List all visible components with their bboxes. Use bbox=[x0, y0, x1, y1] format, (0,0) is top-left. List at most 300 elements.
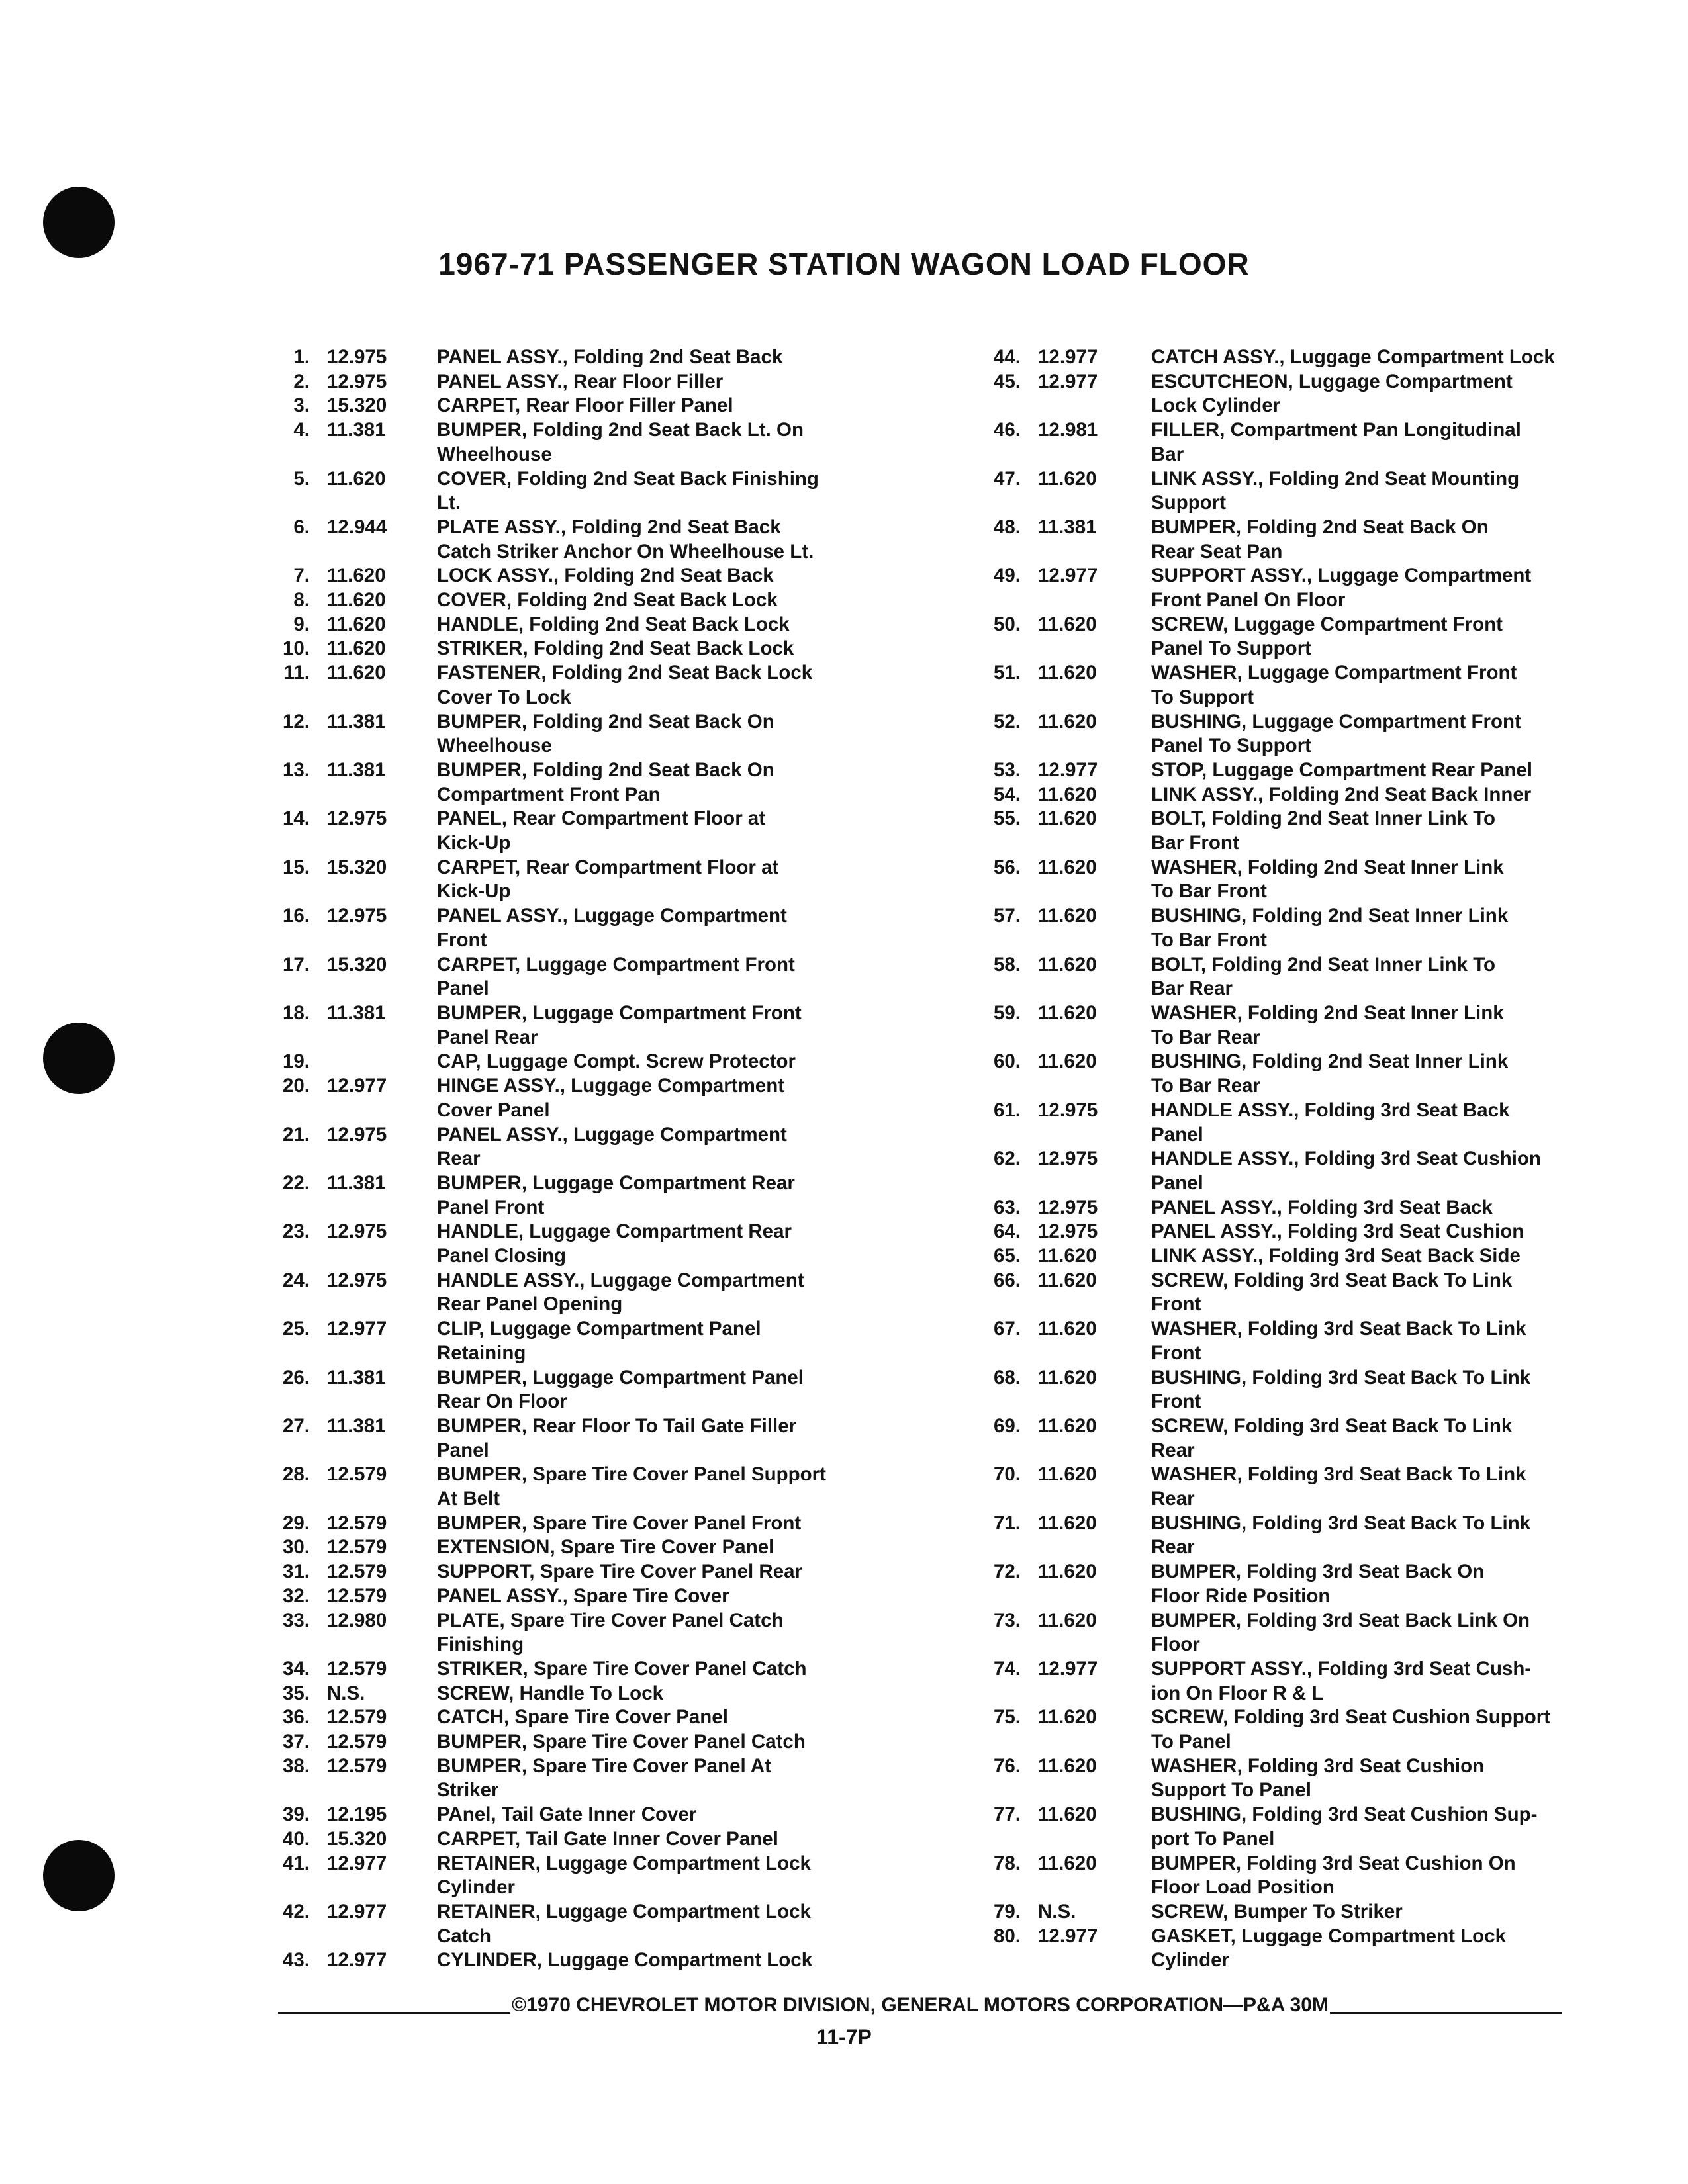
part-description bbox=[437, 613, 847, 637]
group-code: 12.977 bbox=[1038, 565, 1098, 587]
description-line: Lock Cylinder bbox=[1151, 394, 1281, 417]
description-line: PLATE ASSY., Folding 2nd Seat Back bbox=[437, 516, 781, 538]
part-description bbox=[437, 588, 847, 613]
parts-list-item bbox=[960, 1220, 1575, 1244]
part-description bbox=[437, 758, 847, 807]
parts-list-item bbox=[265, 418, 847, 467]
parts-list-item bbox=[265, 1948, 847, 1973]
description-line: Floor Load Position bbox=[1151, 1876, 1335, 1899]
parts-list-item bbox=[265, 1609, 847, 1657]
part-description bbox=[437, 1414, 847, 1463]
parts-list-item bbox=[960, 1001, 1575, 1050]
item-number: 22. bbox=[282, 1171, 310, 1194]
group-code: 12.977 bbox=[1038, 758, 1098, 781]
item-number: 42. bbox=[282, 1901, 310, 1923]
description-line: SCREW, Luggage Compartment Front bbox=[1151, 613, 1503, 635]
footer bbox=[278, 1994, 1562, 2017]
part-description bbox=[1151, 783, 1575, 807]
parts-list-item bbox=[960, 467, 1575, 516]
page-title: 1967-71 PASSENGER STATION WAGON LOAD FLOOR bbox=[438, 247, 1250, 281]
description-line: WASHER, Folding 3rd Seat Back To Link bbox=[1151, 1318, 1526, 1340]
group-code: 11.620 bbox=[327, 467, 386, 490]
parts-list-item bbox=[960, 1657, 1575, 1706]
group-code: 11.381 bbox=[327, 1414, 386, 1437]
group-code: 11.620 bbox=[327, 589, 386, 612]
description-line: Panel bbox=[437, 978, 489, 1000]
item-number: 72. bbox=[993, 1561, 1021, 1583]
description-line: Panel Closing bbox=[437, 1245, 567, 1267]
description-line: WASHER, Folding 3rd Seat Back To Link bbox=[1151, 1463, 1526, 1486]
description-line: STRIKER, Folding 2nd Seat Back Lock bbox=[437, 637, 794, 660]
description-line: SUPPORT ASSY., Luggage Compartment bbox=[1151, 565, 1532, 587]
part-description bbox=[437, 1948, 847, 1973]
part-description bbox=[1151, 1754, 1575, 1803]
parts-list-item bbox=[960, 807, 1575, 855]
description-line: BUMPER, Spare Tire Cover Panel Front bbox=[437, 1512, 802, 1534]
description-line: HANDLE ASSY., Folding 3rd Seat Cushion bbox=[1151, 1148, 1541, 1170]
part-description bbox=[437, 1682, 847, 1706]
group-code: 11.620 bbox=[1038, 783, 1097, 805]
description-line: Bar Front bbox=[1151, 832, 1239, 854]
parts-list-item bbox=[265, 1171, 847, 1220]
parts-list-item bbox=[265, 1463, 847, 1511]
part-description bbox=[1151, 1512, 1575, 1560]
group-code: 11.620 bbox=[1038, 856, 1097, 878]
description-line: SCREW, Bumper To Striker bbox=[1151, 1901, 1403, 1923]
part-description bbox=[1151, 1366, 1575, 1414]
parts-list-item bbox=[960, 953, 1575, 1001]
parts-list-item bbox=[265, 1269, 847, 1317]
parts-list-item bbox=[960, 1099, 1575, 1147]
part-description bbox=[1151, 661, 1575, 709]
group-code: 11.381 bbox=[327, 1001, 386, 1024]
parts-list-item bbox=[960, 758, 1575, 783]
parts-list-item bbox=[265, 613, 847, 637]
parts-list-item bbox=[265, 904, 847, 952]
description-line: BUMPER, Luggage Compartment Panel bbox=[437, 1366, 804, 1388]
description-line: BUSHING, Folding 3rd Seat Cushion Sup- bbox=[1151, 1803, 1538, 1826]
description-line: PANEL ASSY., Folding 3rd Seat Back bbox=[1151, 1196, 1493, 1218]
parts-list-item bbox=[960, 783, 1575, 807]
description-line: Panel bbox=[1151, 1123, 1203, 1146]
part-description bbox=[1151, 1463, 1575, 1511]
parts-list-item bbox=[960, 1244, 1575, 1269]
item-number: 45. bbox=[993, 370, 1021, 392]
description-line: GASKET, Luggage Compartment Lock bbox=[1151, 1925, 1506, 1947]
description-line: CARPET, Rear Floor Filler Panel bbox=[437, 394, 733, 417]
item-number: 31. bbox=[282, 1561, 310, 1583]
item-number: 71. bbox=[993, 1512, 1021, 1534]
item-number: 78. bbox=[993, 1852, 1021, 1874]
description-line: BUMPER, Folding 2nd Seat Back On bbox=[437, 710, 774, 733]
group-code: 11.620 bbox=[1038, 1269, 1097, 1291]
group-code: 11.620 bbox=[1038, 1366, 1097, 1388]
description-line: PANEL ASSY., Folding 2nd Seat Back bbox=[437, 346, 783, 368]
group-code: 15.320 bbox=[327, 953, 387, 976]
group-code: 12.975 bbox=[327, 1123, 387, 1146]
part-description bbox=[437, 1657, 847, 1682]
parts-list-item bbox=[960, 1269, 1575, 1317]
parts-list-item bbox=[960, 564, 1575, 612]
part-description bbox=[437, 1803, 847, 1827]
item-number: 16. bbox=[282, 905, 310, 927]
description-line: Panel Front bbox=[437, 1196, 545, 1218]
description-line: Cylinder bbox=[437, 1876, 516, 1899]
parts-list-item bbox=[265, 1366, 847, 1414]
group-code: 15.320 bbox=[327, 394, 387, 417]
description-line: Rear bbox=[1151, 1488, 1195, 1510]
group-code: 12.975 bbox=[1038, 1148, 1098, 1170]
parts-list-item bbox=[265, 1123, 847, 1171]
part-description bbox=[437, 370, 847, 394]
group-code: 11.620 bbox=[1038, 1754, 1097, 1777]
binder-hole-middle bbox=[43, 1023, 115, 1094]
parts-list-item bbox=[265, 807, 847, 855]
parts-list-item bbox=[960, 1560, 1575, 1608]
parts-list-item bbox=[265, 1754, 847, 1803]
part-description bbox=[437, 1269, 847, 1317]
parts-list-item bbox=[265, 637, 847, 661]
group-code: 12.977 bbox=[327, 1075, 387, 1097]
description-line: SCREW, Folding 3rd Seat Back To Link bbox=[1151, 1269, 1513, 1291]
part-description bbox=[1151, 370, 1575, 418]
parts-list-item bbox=[265, 1682, 847, 1706]
part-description bbox=[1151, 1196, 1575, 1220]
item-number: 19. bbox=[282, 1050, 310, 1073]
description-line: Bar bbox=[1151, 443, 1184, 465]
description-line: ion On Floor R & L bbox=[1151, 1682, 1324, 1704]
part-description bbox=[1151, 1244, 1575, 1269]
group-code: 12.579 bbox=[327, 1706, 387, 1729]
group-code: 11.381 bbox=[327, 419, 386, 441]
group-code: 12.579 bbox=[327, 1561, 387, 1583]
part-description bbox=[437, 807, 847, 855]
part-description bbox=[437, 1366, 847, 1414]
description-line: STOP, Luggage Compartment Rear Panel bbox=[1151, 758, 1532, 781]
description-line: WASHER, Folding 2nd Seat Inner Link bbox=[1151, 856, 1504, 878]
description-line: Wheelhouse bbox=[437, 735, 552, 757]
item-number: 47. bbox=[993, 467, 1021, 490]
parts-list-item bbox=[960, 1925, 1575, 1973]
parts-list-item bbox=[960, 1609, 1575, 1657]
description-line: Rear Seat Pan bbox=[1151, 540, 1283, 563]
parts-list-item bbox=[265, 1535, 847, 1560]
item-number: 8. bbox=[293, 589, 310, 612]
group-code: 11.620 bbox=[1038, 662, 1097, 684]
parts-list-item bbox=[265, 516, 847, 564]
item-number: 27. bbox=[282, 1414, 310, 1437]
item-number: 15. bbox=[282, 856, 310, 878]
description-line: Panel To Support bbox=[1151, 735, 1312, 757]
part-description bbox=[437, 1560, 847, 1584]
item-number: 69. bbox=[993, 1414, 1021, 1437]
description-line: PANEL ASSY., Folding 3rd Seat Cushion bbox=[1151, 1220, 1524, 1243]
part-description bbox=[1151, 613, 1575, 661]
part-description bbox=[437, 637, 847, 661]
description-line: Panel Rear bbox=[437, 1026, 538, 1048]
description-line: BOLT, Folding 2nd Seat Inner Link To bbox=[1151, 953, 1496, 976]
parts-list-item bbox=[960, 1754, 1575, 1803]
parts-list-item bbox=[265, 1657, 847, 1682]
group-code: 12.975 bbox=[1038, 1196, 1098, 1218]
part-description bbox=[437, 1852, 847, 1900]
group-code: 12.980 bbox=[327, 1609, 387, 1631]
description-line: Bar Rear bbox=[1151, 978, 1233, 1000]
description-line: CYLINDER, Luggage Compartment Lock bbox=[437, 1949, 813, 1972]
part-description bbox=[1151, 758, 1575, 783]
part-description bbox=[1151, 1560, 1575, 1608]
group-code: 11.620 bbox=[1038, 1512, 1097, 1534]
description-line: BUSHING, Folding 3rd Seat Back To Link bbox=[1151, 1512, 1531, 1534]
description-line: LOCK ASSY., Folding 2nd Seat Back bbox=[437, 565, 774, 587]
description-line: Panel bbox=[1151, 1171, 1203, 1194]
part-description bbox=[437, 953, 847, 1001]
description-line: WASHER, Folding 3rd Seat Cushion bbox=[1151, 1754, 1485, 1777]
item-number: 79. bbox=[993, 1901, 1021, 1923]
group-code: 11.620 bbox=[1038, 613, 1097, 635]
group-code: 12.579 bbox=[327, 1463, 387, 1486]
item-number: 41. bbox=[282, 1852, 310, 1874]
part-description bbox=[437, 1463, 847, 1511]
description-line: Cover Panel bbox=[437, 1099, 550, 1121]
description-line: To Bar Front bbox=[1151, 880, 1267, 903]
item-number: 53. bbox=[993, 758, 1021, 781]
parts-list-item bbox=[265, 1220, 847, 1268]
part-description bbox=[437, 1512, 847, 1536]
parts-list-item bbox=[265, 564, 847, 588]
group-code: 12.977 bbox=[327, 1852, 387, 1874]
description-line: HINGE ASSY., Luggage Compartment bbox=[437, 1075, 785, 1097]
parts-list-item bbox=[960, 856, 1575, 904]
part-description bbox=[437, 1827, 847, 1852]
description-line: To Panel bbox=[1151, 1731, 1231, 1753]
group-code: 11.620 bbox=[1038, 467, 1097, 490]
description-line: BOLT, Folding 2nd Seat Inner Link To bbox=[1151, 807, 1496, 830]
item-number: 59. bbox=[993, 1001, 1021, 1024]
description-line: To Bar Rear bbox=[1151, 1075, 1261, 1097]
item-number: 12. bbox=[282, 710, 310, 733]
group-code: 12.975 bbox=[1038, 1220, 1098, 1243]
group-code: 12.975 bbox=[327, 346, 387, 368]
item-number: 56. bbox=[993, 856, 1021, 878]
parts-list-item bbox=[960, 661, 1575, 709]
page-number: 11-7P bbox=[816, 2025, 872, 2049]
description-line: Retaining bbox=[437, 1342, 526, 1364]
part-description bbox=[437, 1535, 847, 1560]
item-number: 57. bbox=[993, 905, 1021, 927]
part-description bbox=[1151, 1657, 1575, 1706]
description-line: FASTENER, Folding 2nd Seat Back Lock bbox=[437, 662, 813, 684]
description-line: RETAINER, Luggage Compartment Lock bbox=[437, 1852, 811, 1874]
description-line: BUSHING, Folding 2nd Seat Inner Link bbox=[1151, 905, 1509, 927]
item-number: 36. bbox=[282, 1706, 310, 1729]
item-number: 55. bbox=[993, 807, 1021, 830]
description-line: Front Panel On Floor bbox=[1151, 589, 1346, 612]
group-code: 11.620 bbox=[1038, 1706, 1097, 1729]
group-code: 11.620 bbox=[327, 613, 386, 635]
part-description bbox=[1151, 1900, 1575, 1925]
part-description bbox=[1151, 1001, 1575, 1050]
parts-list-left-column bbox=[265, 345, 847, 1973]
group-code: 15.320 bbox=[327, 1827, 387, 1850]
description-line: PANEL ASSY., Luggage Compartment bbox=[437, 905, 787, 927]
description-line: CATCH, Spare Tire Cover Panel bbox=[437, 1706, 728, 1729]
description-line: Wheelhouse bbox=[437, 443, 552, 465]
description-line: LINK ASSY., Folding 2nd Seat Back Inner bbox=[1151, 783, 1532, 805]
group-code: 12.977 bbox=[1038, 370, 1098, 392]
description-line: PAnel, Tail Gate Inner Cover bbox=[437, 1803, 697, 1826]
item-number: 35. bbox=[282, 1682, 310, 1704]
group-code: 11.620 bbox=[1038, 1609, 1097, 1631]
item-number: 2. bbox=[293, 370, 310, 392]
group-code: 12.579 bbox=[327, 1754, 387, 1777]
description-line: BUSHING, Folding 2nd Seat Inner Link bbox=[1151, 1050, 1509, 1073]
part-description bbox=[1151, 1925, 1575, 1973]
part-description bbox=[437, 345, 847, 370]
description-line: Rear On Floor bbox=[437, 1390, 567, 1413]
group-code: 12.944 bbox=[327, 516, 387, 538]
part-description bbox=[1151, 418, 1575, 467]
group-code: 11.381 bbox=[327, 1171, 386, 1194]
group-code: 11.620 bbox=[1038, 905, 1097, 927]
item-number: 11. bbox=[283, 662, 310, 684]
parts-list-item bbox=[265, 394, 847, 418]
item-number: 61. bbox=[993, 1099, 1021, 1121]
group-code: 12.977 bbox=[1038, 1925, 1098, 1947]
part-description bbox=[1151, 1803, 1575, 1851]
parts-list-item bbox=[265, 1730, 847, 1754]
part-description bbox=[437, 564, 847, 588]
description-line: Front bbox=[1151, 1293, 1201, 1316]
parts-list-item bbox=[960, 1900, 1575, 1925]
description-line: BUMPER, Folding 2nd Seat Back On bbox=[437, 758, 774, 781]
parts-list-item bbox=[265, 1827, 847, 1852]
part-description bbox=[1151, 1852, 1575, 1900]
group-code: 11.620 bbox=[1038, 710, 1097, 733]
item-number: 70. bbox=[993, 1463, 1021, 1486]
description-line: At Belt bbox=[437, 1488, 500, 1510]
parts-list-item bbox=[265, 1803, 847, 1827]
description-line: CATCH ASSY., Luggage Compartment Lock bbox=[1151, 346, 1555, 368]
item-number: 10. bbox=[282, 637, 310, 660]
group-code: 12.977 bbox=[327, 1949, 387, 1972]
description-line: Support To Panel bbox=[1151, 1779, 1312, 1801]
description-line: Front bbox=[1151, 1390, 1201, 1413]
item-number: 21. bbox=[282, 1123, 310, 1146]
group-code: 12.579 bbox=[327, 1657, 387, 1680]
description-line: BUMPER, Spare Tire Cover Panel At bbox=[437, 1754, 771, 1777]
parts-list-item bbox=[265, 1900, 847, 1948]
description-line: Compartment Front Pan bbox=[437, 783, 661, 805]
parts-list-item bbox=[265, 1317, 847, 1365]
group-code: 11.620 bbox=[1038, 1245, 1097, 1267]
description-line: BUMPER, Folding 3rd Seat Back Link On bbox=[1151, 1609, 1530, 1631]
item-number: 67. bbox=[993, 1318, 1021, 1340]
parts-list-item bbox=[960, 1463, 1575, 1511]
group-code: 11.620 bbox=[1038, 1803, 1097, 1826]
part-description bbox=[437, 1706, 847, 1730]
group-code: 15.320 bbox=[327, 856, 387, 878]
group-code: N.S. bbox=[1038, 1901, 1076, 1923]
description-line: COVER, Folding 2nd Seat Back Lock bbox=[437, 589, 778, 612]
parts-list-right-column bbox=[960, 345, 1575, 1973]
group-code: 12.975 bbox=[327, 1269, 387, 1291]
item-number: 6. bbox=[293, 516, 310, 538]
parts-list-item bbox=[960, 1852, 1575, 1900]
item-number: 7. bbox=[293, 565, 310, 587]
part-description bbox=[437, 1900, 847, 1948]
group-code: 12.977 bbox=[1038, 1657, 1098, 1680]
parts-list-item bbox=[265, 1706, 847, 1730]
description-line: Rear Panel Opening bbox=[437, 1293, 623, 1316]
part-description bbox=[437, 710, 847, 758]
description-line: Floor Ride Position bbox=[1151, 1584, 1331, 1607]
parts-list-item bbox=[265, 370, 847, 394]
part-description bbox=[437, 1171, 847, 1220]
parts-list-item bbox=[960, 1317, 1575, 1365]
group-code: 11.620 bbox=[1038, 1318, 1097, 1340]
item-number: 3. bbox=[293, 394, 310, 417]
description-line: BUMPER, Luggage Compartment Rear bbox=[437, 1171, 795, 1194]
part-description bbox=[1151, 807, 1575, 855]
part-description bbox=[437, 1730, 847, 1754]
description-line: Front bbox=[437, 929, 487, 951]
item-number: 29. bbox=[282, 1512, 310, 1534]
part-description bbox=[437, 1001, 847, 1050]
part-description bbox=[437, 418, 847, 467]
item-number: 51. bbox=[993, 662, 1021, 684]
item-number: 37. bbox=[282, 1731, 310, 1753]
item-number: 25. bbox=[282, 1318, 310, 1340]
item-number: 20. bbox=[282, 1075, 310, 1097]
description-line: SCREW, Handle To Lock bbox=[437, 1682, 664, 1704]
description-line: STRIKER, Spare Tire Cover Panel Catch bbox=[437, 1657, 807, 1680]
description-line: PANEL ASSY., Rear Floor Filler bbox=[437, 370, 724, 392]
parts-list-item bbox=[265, 710, 847, 758]
item-number: 14. bbox=[282, 807, 310, 830]
item-number: 49. bbox=[993, 565, 1021, 587]
item-number: 75. bbox=[993, 1706, 1021, 1729]
group-code: 11.381 bbox=[327, 758, 386, 781]
group-code: 12.975 bbox=[327, 807, 387, 830]
part-description bbox=[437, 1317, 847, 1365]
description-line: SUPPORT ASSY., Folding 3rd Seat Cush- bbox=[1151, 1657, 1532, 1680]
description-line: FILLER, Compartment Pan Longitudinal bbox=[1151, 419, 1521, 441]
description-line: BUMPER, Folding 3rd Seat Cushion On bbox=[1151, 1852, 1516, 1874]
item-number: 23. bbox=[282, 1220, 310, 1243]
parts-list-item bbox=[960, 1050, 1575, 1098]
parts-list-item bbox=[265, 661, 847, 709]
description-line: Floor bbox=[1151, 1633, 1200, 1656]
description-line: HANDLE ASSY., Folding 3rd Seat Back bbox=[1151, 1099, 1510, 1121]
group-code: 11.381 bbox=[327, 1366, 386, 1388]
item-number: 46. bbox=[993, 419, 1021, 441]
description-line: HANDLE, Luggage Compartment Rear bbox=[437, 1220, 792, 1243]
item-number: 63. bbox=[993, 1196, 1021, 1218]
part-description bbox=[437, 1074, 847, 1122]
group-code: 11.620 bbox=[1038, 1001, 1097, 1024]
group-code: 11.620 bbox=[1038, 1561, 1097, 1583]
description-line: BUMPER, Folding 3rd Seat Back On bbox=[1151, 1561, 1485, 1583]
parts-list-item bbox=[265, 856, 847, 904]
item-number: 76. bbox=[993, 1754, 1021, 1777]
description-line: Finishing bbox=[437, 1633, 524, 1656]
group-code: 12.975 bbox=[327, 1220, 387, 1243]
group-code: 11.620 bbox=[327, 637, 386, 660]
item-number: 34. bbox=[282, 1657, 310, 1680]
group-code: 12.975 bbox=[327, 905, 387, 927]
parts-list-item bbox=[960, 370, 1575, 418]
